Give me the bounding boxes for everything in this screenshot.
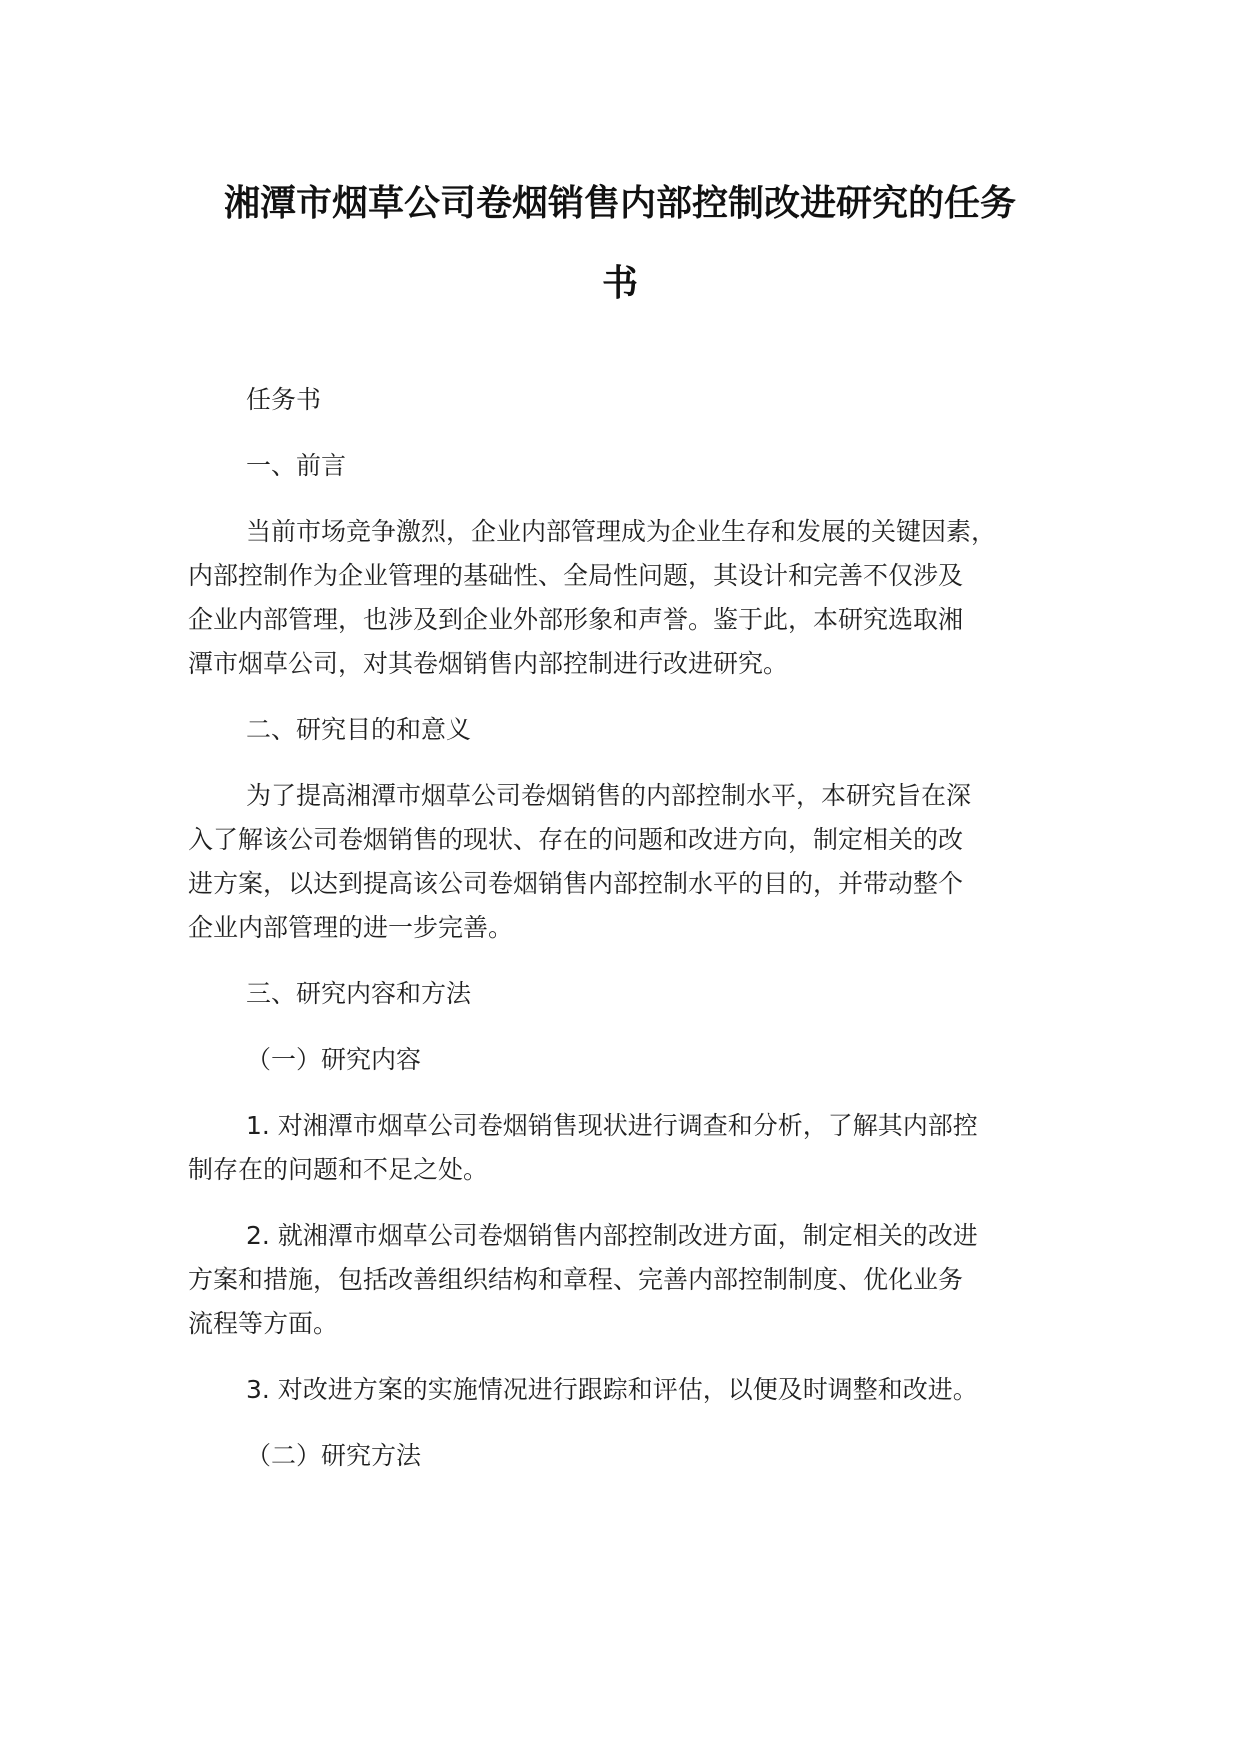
paragraph-line: 流程等方面。 <box>188 1309 339 1338</box>
paragraph-line: 为了提高湘潭市烟草公司卷烟销售的内部控制水平，本研究旨在深 <box>246 781 972 810</box>
paragraph-purpose <box>188 774 1073 950</box>
paragraph-line: 制存在的问题和不足之处。 <box>188 1155 489 1184</box>
paragraph-line: 当前市场竞争激烈，企业内部管理成为企业生存和发展的关键因素， <box>246 517 997 546</box>
document-body <box>188 378 1073 1478</box>
heading-taskbook: 任务书 <box>246 385 322 414</box>
heading-purpose: 二、研究目的和意义 <box>246 715 472 744</box>
heading-research-content: （一）研究内容 <box>246 1045 422 1074</box>
paragraph-line: 方案和措施，包括改善组织结构和章程、完善内部控制制度、优化业务 <box>188 1265 964 1294</box>
document-title-line-1: 湘潭市烟草公司卷烟销售内部控制改进研究的任务 <box>223 183 1016 224</box>
paragraph-line: 入了解该公司卷烟销售的现状、存在的问题和改进方向，制定相关的改 <box>188 825 964 854</box>
list-item-2 <box>188 1214 1073 1346</box>
paragraph-line: 企业内部管理，也涉及到企业外部形象和声誉。鉴于此，本研究选取湘 <box>188 605 964 634</box>
paragraph-line: 内部控制作为企业管理的基础性、全局性问题，其设计和完善不仅涉及 <box>188 561 964 590</box>
paragraph-line: 3. 对改进方案的实施情况进行跟踪和评估，以便及时调整和改进。 <box>246 1375 978 1404</box>
heading-preface: 一、前言 <box>246 451 347 480</box>
paragraph-line: 1. 对湘潭市烟草公司卷烟销售现状进行调查和分析，了解其内部控 <box>246 1111 978 1140</box>
paragraph-line: 进方案，以达到提高该公司卷烟销售内部控制水平的目的，并带动整个 <box>188 869 964 898</box>
list-item-3 <box>188 1368 1073 1412</box>
list-item-1 <box>188 1104 1073 1192</box>
paragraph-line: 2. 就湘潭市烟草公司卷烟销售内部控制改进方面，制定相关的改进 <box>246 1221 978 1250</box>
paragraph-line: 潭市烟草公司，对其卷烟销售内部控制进行改进研究。 <box>188 649 789 678</box>
paragraph-line: 企业内部管理的进一步完善。 <box>188 913 514 942</box>
heading-research-method: （二）研究方法 <box>246 1441 422 1470</box>
paragraph-preface <box>188 510 1073 686</box>
document-title-line-2: 书 <box>601 263 638 304</box>
heading-content-method: 三、研究内容和方法 <box>246 979 472 1008</box>
